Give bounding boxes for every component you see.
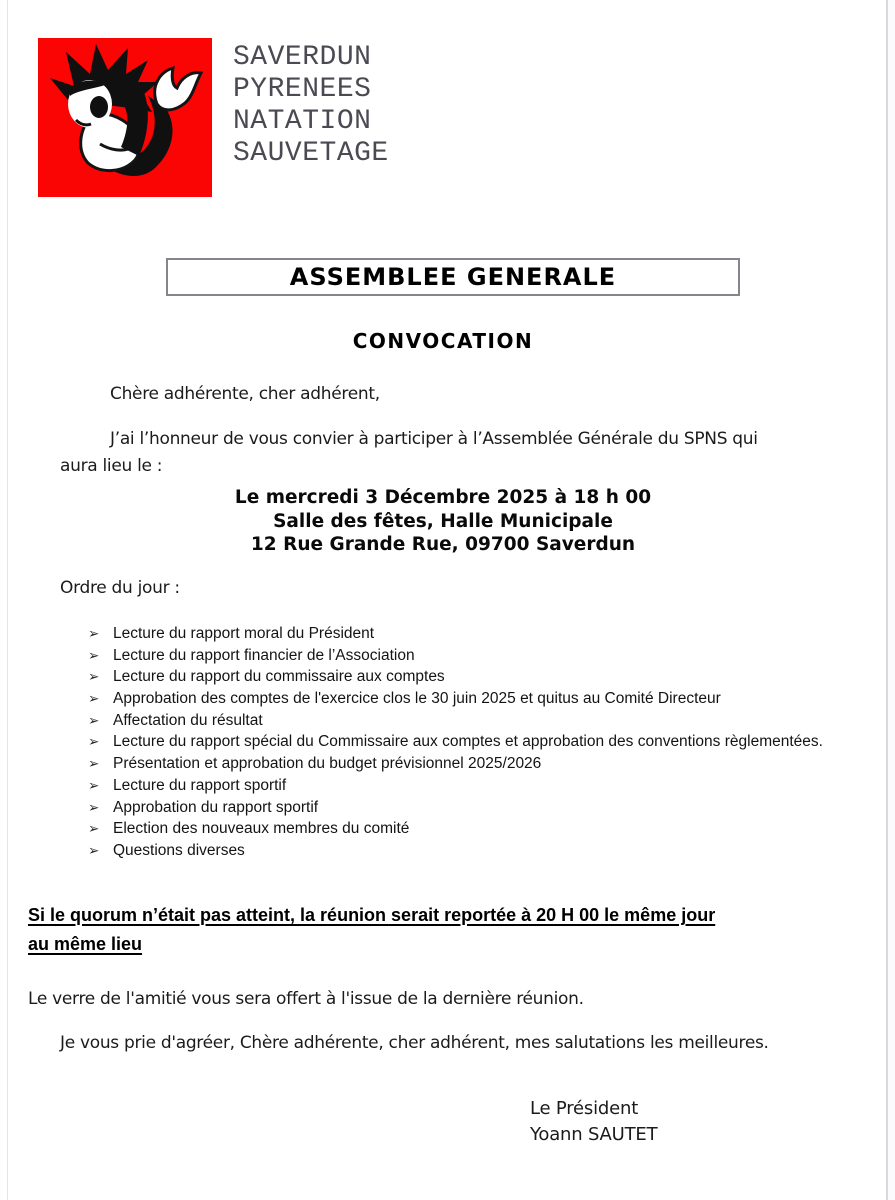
closing-line-1: Le verre de l'amitié vous sera offert à l'issue de la dernière réunion. xyxy=(28,989,584,1009)
intro-paragraph xyxy=(60,426,758,479)
agenda-item xyxy=(88,665,823,687)
agenda-item xyxy=(88,796,823,818)
arrow-bullet-icon: ➢ xyxy=(88,669,100,686)
arrow-bullet-icon: ➢ xyxy=(88,777,100,794)
agenda-item-label: Lecture du rapport du commissaire aux comptes xyxy=(113,668,445,686)
mermaid-logo-icon xyxy=(38,38,212,197)
club-logo xyxy=(38,38,212,197)
event-datetime: Le mercredi 3 Décembre 2025 à 18 h 00 xyxy=(234,487,652,508)
org-name-line: NATATION xyxy=(233,106,372,137)
signature-block xyxy=(530,1096,657,1148)
agenda-item xyxy=(88,709,823,731)
agenda-item-label: Lecture du rapport financier de l’Association xyxy=(113,646,415,664)
quorum-line-2: au même lieu xyxy=(28,934,143,954)
agenda-item-label: Approbation du rapport sportif xyxy=(113,798,319,816)
agenda-item xyxy=(88,839,823,861)
org-name-line: PYRENEES xyxy=(233,74,372,105)
event-venue: Salle des fêtes, Halle Municipale xyxy=(273,510,613,532)
arrow-bullet-icon: ➢ xyxy=(88,842,100,859)
arrow-bullet-icon: ➢ xyxy=(88,691,100,708)
agenda-item xyxy=(88,817,823,839)
arrow-bullet-icon: ➢ xyxy=(88,734,100,751)
intro-line-1: J’ai l’honneur de vous convier à participer à l’Assemblée Générale du SPNS qui xyxy=(110,429,758,449)
event-address: 12 Rue Grande Rue, 09700 Saverdun xyxy=(250,534,636,555)
agenda-item xyxy=(88,774,823,796)
agenda-item-label: Affectation du résultat xyxy=(113,711,263,729)
document-title: ASSEMBLEE GENERALE xyxy=(166,258,740,296)
page-right-edge xyxy=(886,0,888,1200)
signature-name: Yoann SAUTET xyxy=(530,1124,658,1145)
agenda-item-label: Election des nouveaux membres du comité xyxy=(113,820,410,838)
arrow-bullet-icon: ➢ xyxy=(88,821,100,838)
agenda-list xyxy=(88,622,823,861)
agenda-item-label: Questions diverses xyxy=(113,841,245,859)
agenda-item-label: Lecture du rapport spécial du Commissaire aux comptes et approbation des conventions règlementées. xyxy=(113,733,823,751)
agenda-item-label: Présentation et approbation du budget prévisionnel 2025/2026 xyxy=(113,755,542,773)
arrow-bullet-icon: ➢ xyxy=(88,712,100,729)
quorum-notice xyxy=(28,901,715,959)
agenda-heading: Ordre du jour : xyxy=(60,578,180,598)
document-subtitle: CONVOCATION xyxy=(352,329,534,353)
arrow-bullet-icon: ➢ xyxy=(88,799,100,816)
closing-line-2: Je vous prie d'agréer, Chère adhérente, cher adhérent, mes salutations les meilleures. xyxy=(60,1033,769,1053)
agenda-item xyxy=(88,752,823,774)
page-right-margin xyxy=(888,0,895,1200)
arrow-bullet-icon: ➢ xyxy=(88,756,100,773)
agenda-item xyxy=(88,622,823,644)
salutation: Chère adhérente, cher adhérent, xyxy=(110,384,380,404)
org-name-line: SAUVETAGE xyxy=(233,138,389,169)
signature-role: Le Président xyxy=(530,1098,639,1119)
org-name xyxy=(233,42,389,170)
quorum-line-1: Si le quorum n’était pas atteint, la réunion serait reportée à 20 H 00 le même jour xyxy=(28,905,716,925)
agenda-item-label: Lecture du rapport sportif xyxy=(113,776,287,794)
agenda-item-label: Lecture du rapport moral du Président xyxy=(113,625,375,642)
arrow-bullet-icon: ➢ xyxy=(88,647,100,664)
arrow-bullet-icon: ➢ xyxy=(88,626,100,642)
intro-line-2: aura lieu le : xyxy=(60,455,163,476)
org-name-line: SAVERDUN xyxy=(233,42,372,73)
page-left-edge xyxy=(7,0,8,1200)
agenda-item xyxy=(88,687,823,709)
agenda-item-label: Approbation des comptes de l'exercice clos le 30 juin 2025 et quitus au Comité Directeur xyxy=(113,690,721,708)
event-details xyxy=(0,486,886,557)
agenda-item xyxy=(88,730,823,752)
agenda-item xyxy=(88,644,823,666)
